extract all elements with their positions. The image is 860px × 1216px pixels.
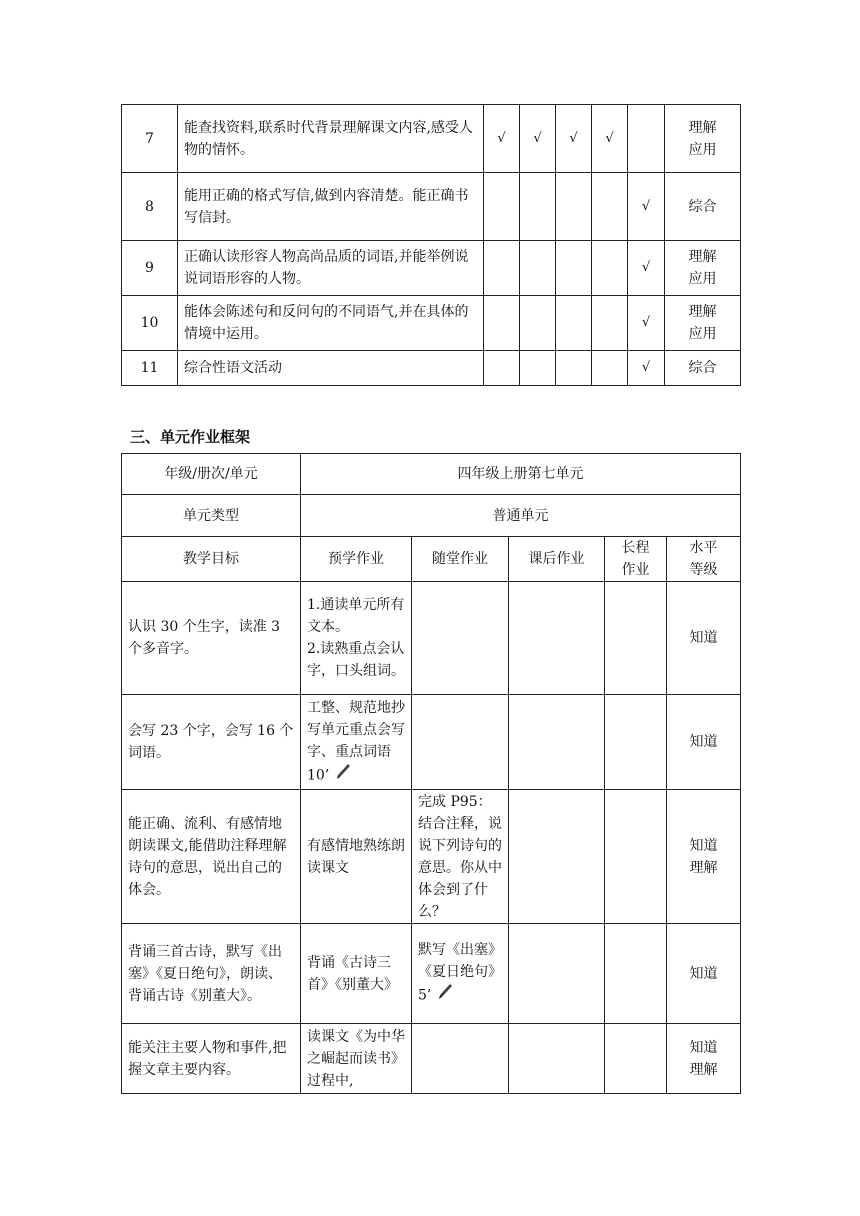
table-row	[122, 296, 741, 351]
row-number: 8	[122, 173, 178, 241]
level-cell: 理解 应用	[665, 296, 741, 351]
header-preview: 预学作业	[301, 537, 412, 582]
inclass-text: 默写《出塞》《夏日绝句》5’	[418, 942, 502, 1004]
long-cell	[605, 695, 667, 790]
inclass-cell	[412, 695, 509, 790]
after-cell	[509, 924, 605, 1024]
header-level: 水平 等级	[667, 537, 741, 582]
grade-value: 四年级上册第七单元	[301, 454, 741, 495]
check-cell	[484, 241, 520, 296]
after-cell	[509, 1024, 605, 1094]
inclass-cell: 完成 P95：结合注释，说说下列诗句的意思。你从中体会到了什么？	[412, 790, 509, 924]
homework-framework-table	[121, 453, 741, 1094]
check-cell: √	[628, 173, 665, 241]
check-cell: √	[592, 105, 628, 173]
level-cell: 综合	[665, 173, 741, 241]
header-after: 课后作业	[509, 537, 605, 582]
goal-cell: 背诵三首古诗，默写《出塞》《夏日绝句》，朗读、背诵古诗《别董大》。	[122, 924, 301, 1024]
goal-cell: 会写 23 个字，会写 16 个词语。	[122, 695, 301, 790]
inclass-cell	[412, 924, 509, 1024]
check-cell	[592, 351, 628, 386]
inclass-cell	[412, 582, 509, 695]
level-cell: 理解 应用	[665, 241, 741, 296]
long-cell	[605, 924, 667, 1024]
check-cell	[520, 241, 556, 296]
objective-text: 能体会陈述句和反问句的不同语气,并在具体的情境中运用。	[178, 296, 484, 351]
preview-cell: 读课文《为中华之崛起而读书》过程中,	[301, 1024, 412, 1094]
check-cell	[556, 173, 592, 241]
after-cell	[509, 790, 605, 924]
check-cell	[592, 296, 628, 351]
pen-icon	[437, 983, 453, 1008]
section-title: 三、单元作业框架	[130, 428, 251, 446]
table-row	[122, 241, 741, 296]
inclass-cell	[412, 1024, 509, 1094]
objective-text: 能用正确的格式写信,做到内容清楚。能正确书写信封。	[178, 173, 484, 241]
table-row	[122, 495, 741, 537]
check-cell	[556, 241, 592, 296]
preview-cell: 背诵《古诗三首》《别董大》	[301, 924, 412, 1024]
level-cell: 知道 理解	[667, 1024, 741, 1094]
row-number: 11	[122, 351, 178, 386]
level-cell: 理解 应用	[665, 105, 741, 173]
header-long: 长程 作业	[605, 537, 667, 582]
check-cell	[520, 351, 556, 386]
check-cell: √	[556, 105, 592, 173]
unit-type-value: 普通单元	[301, 495, 741, 537]
row-number: 7	[122, 105, 178, 173]
goal-cell: 能正确、流利、有感情地朗读课文,能借助注释理解诗句的意思，说出自己的体会。	[122, 790, 301, 924]
objective-text: 正确认读形容人物高尚品质的词语,并能举例说说词语形容的人物。	[178, 241, 484, 296]
table-row	[122, 790, 741, 924]
check-cell	[520, 173, 556, 241]
table-row	[122, 173, 741, 241]
check-cell	[592, 241, 628, 296]
check-cell: √	[628, 351, 665, 386]
row-number: 10	[122, 296, 178, 351]
level-cell: 知道	[667, 695, 741, 790]
check-cell: √	[628, 296, 665, 351]
grade-label: 年级/册次/单元	[122, 454, 301, 495]
table-row	[122, 105, 741, 173]
check-cell	[484, 296, 520, 351]
long-cell	[605, 790, 667, 924]
preview-cell: 有感情地熟练朗读课文	[301, 790, 412, 924]
header-inclass: 随堂作业	[412, 537, 509, 582]
after-cell	[509, 695, 605, 790]
level-cell: 知道	[667, 582, 741, 695]
preview-cell	[301, 695, 412, 790]
pen-icon	[335, 763, 351, 788]
check-cell	[556, 296, 592, 351]
level-cell: 综合	[665, 351, 741, 386]
header-goal: 教学目标	[122, 537, 301, 582]
table-row	[122, 582, 741, 695]
objective-text: 综合性语文活动	[178, 351, 484, 386]
table-row	[122, 695, 741, 790]
check-cell: √	[628, 241, 665, 296]
check-cell	[484, 173, 520, 241]
check-cell	[628, 105, 665, 173]
table-row	[122, 1024, 741, 1094]
check-cell	[556, 351, 592, 386]
check-cell: √	[520, 105, 556, 173]
check-cell: √	[484, 105, 520, 173]
objective-text: 能查找资料,联系时代背景理解课文内容,感受人物的情怀。	[178, 105, 484, 173]
objectives-table	[121, 104, 741, 386]
level-cell: 知道	[667, 924, 741, 1024]
unit-type-label: 单元类型	[122, 495, 301, 537]
level-cell: 知道 理解	[667, 790, 741, 924]
preview-text: 工整、规范地抄写单元重点会写字、重点词语 10’	[307, 699, 405, 783]
row-number: 9	[122, 241, 178, 296]
after-cell	[509, 582, 605, 695]
check-cell	[592, 173, 628, 241]
long-cell	[605, 582, 667, 695]
header-row	[122, 537, 741, 582]
table-row	[122, 351, 741, 386]
table-row	[122, 454, 741, 495]
check-cell	[520, 296, 556, 351]
goal-cell: 能关注主要人物和事件,把握文章主要内容。	[122, 1024, 301, 1094]
preview-cell: 1.通读单元所有文本。 2.读熟重点会认字，口头组词。	[301, 582, 412, 695]
long-cell	[605, 1024, 667, 1094]
table-row	[122, 924, 741, 1024]
check-cell	[484, 351, 520, 386]
goal-cell: 认识 30 个生字，读准 3 个多音字。	[122, 582, 301, 695]
